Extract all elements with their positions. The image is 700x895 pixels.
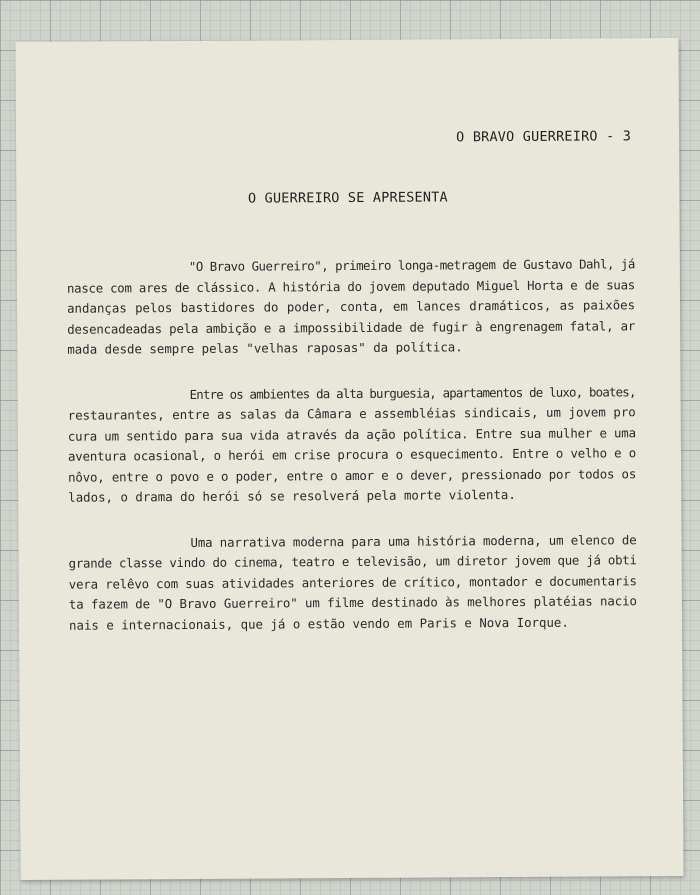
text-line: ta fazem de "O Bravo Guerreiro" um filme destinado às melhores platéias nacio bbox=[68, 593, 637, 612]
document-body bbox=[67, 254, 637, 660]
text-line: nôvo, entre o povo e o poder, entre o amor e o dever, pressionado por todos os bbox=[68, 465, 637, 485]
text-line: Uma narrativa moderna para uma história moderna, um elenco de bbox=[190, 531, 637, 550]
text-line: lados, o drama do herói só se resolverá pela morte violenta. bbox=[68, 486, 516, 505]
text-line: "O Bravo Guerreiro", primeiro longa-metragem de Gustavo Dahl, já bbox=[188, 256, 635, 274]
text-line: mada desde sempre pelas "velhas raposas" da política. bbox=[67, 339, 463, 357]
text-line: restaurantes, entre as salas da Câmara e assembléias sindicais, um jovem pro bbox=[67, 404, 636, 423]
text-line: Entre os ambientes da alta burguesia, apartamentos de luxo, boates, bbox=[189, 383, 636, 402]
text-line: andanças pelos bastidores do poder, conta, em lances dramáticos, as paixões bbox=[67, 297, 636, 316]
page-header: O BRAVO GUERREIRO - 3 bbox=[456, 128, 632, 146]
typewritten-page bbox=[15, 38, 683, 880]
text-line: grande classe vindo do cinema, teatro e televisão, um diretor jovem que já obti bbox=[68, 552, 637, 571]
text-line: vera relêvo com suas atividades anteriores de crítico, montador e documentaris bbox=[68, 572, 637, 592]
text-line: cura um sentido para sua vida através da ação política. Entre sua mulher e uma bbox=[67, 424, 636, 444]
paragraph bbox=[68, 530, 637, 636]
text-line: nais e internacionais, que já o estão vendo em Paris e Nova Iorque. bbox=[68, 614, 569, 633]
text-line: desencadeadas pela ambição e a impossibilidade de fugir à engrenagem fatal, ar bbox=[67, 317, 636, 337]
text-line: aventura ocasional, o herói em crise procura o esquecimento. Entre o velho e o bbox=[67, 445, 637, 464]
paragraph bbox=[68, 382, 637, 508]
document-title: O GUERREIRO SE APRESENTA bbox=[247, 189, 448, 207]
paragraph bbox=[67, 254, 636, 360]
text-line: nasce com ares de clássico. A história do jovem deputado Miguel Horta e de suas bbox=[66, 276, 635, 296]
